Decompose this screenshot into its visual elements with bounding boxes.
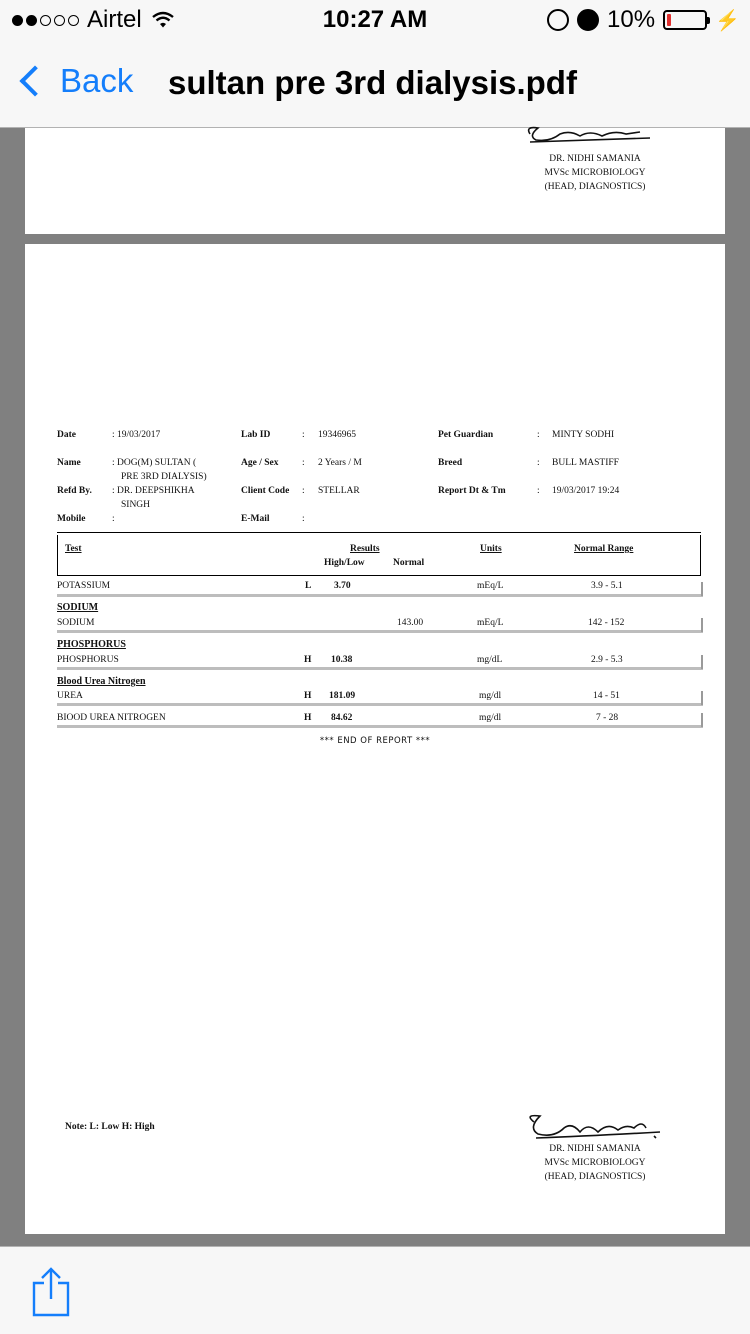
row-test: PHOSPHORUS	[57, 655, 119, 665]
row-normal: 143.00	[397, 618, 424, 628]
client-label: Client Code	[241, 486, 290, 496]
guardian-colon: :	[537, 430, 540, 440]
row-result: 84.62	[331, 713, 353, 723]
row-range: 3.9 - 5.1	[591, 581, 623, 591]
header-results: Results	[350, 544, 380, 554]
battery-percent: 10%	[607, 6, 656, 33]
row-divider	[57, 703, 703, 706]
row-units: mEq/L	[477, 618, 504, 628]
orientation-lock-icon	[547, 9, 569, 31]
email-label: E-Mail	[241, 514, 270, 524]
signature-image	[510, 1112, 680, 1142]
row-units: mEq/L	[477, 581, 504, 591]
row-units: mg/dL	[477, 655, 503, 665]
labid-value: 19346965	[318, 430, 356, 440]
row-result: 3.70	[334, 581, 351, 591]
agesex-colon: :	[302, 458, 305, 468]
refd-value-line1: : DR. DEEPSHIKHA	[112, 486, 195, 496]
section-blood-urea-nitrogen: Blood Urea Nitrogen	[57, 676, 146, 687]
header-normal-range: Normal Range	[574, 544, 634, 554]
row-test: BIOOD UREA NITROGEN	[57, 713, 166, 723]
table-top-rule	[57, 532, 701, 533]
guardian-label: Pet Guardian	[438, 430, 494, 440]
row-divider	[57, 630, 703, 633]
row-divider	[57, 667, 703, 670]
row-flag: H	[304, 713, 312, 723]
doctor-role: (HEAD, DIAGNOSTICS)	[544, 182, 646, 192]
row-flag: L	[305, 581, 312, 591]
row-range: 142 - 152	[588, 618, 625, 628]
client-colon: :	[302, 486, 305, 496]
mobile-colon: :	[112, 514, 115, 524]
section-phosphorus: PHOSPHORUS	[57, 639, 126, 650]
breed-colon: :	[537, 458, 540, 468]
alarm-icon	[577, 9, 599, 31]
row-flag: H	[304, 691, 312, 701]
chevron-left-icon	[19, 65, 50, 96]
row-units: mg/dl	[479, 691, 502, 701]
header-units: Units	[480, 544, 502, 554]
signature-block	[510, 1112, 680, 1184]
navigation-bar	[0, 40, 750, 128]
reportdt-value: 19/03/2017 19:24	[552, 486, 620, 496]
doctor-qualification: MVSc MICROBIOLOGY	[544, 1158, 646, 1168]
status-time: 10:27 AM	[322, 6, 428, 33]
share-icon[interactable]	[30, 1267, 72, 1317]
breed-label: Breed	[438, 458, 463, 468]
refd-label: Refd By.	[57, 486, 92, 496]
header-test: Test	[65, 544, 82, 554]
reportdt-colon: :	[537, 486, 540, 496]
row-divider	[57, 594, 703, 597]
reportdt-label: Report Dt & Tm	[438, 486, 506, 496]
labid-label: Lab ID	[241, 430, 271, 440]
row-range: 7 - 28	[596, 713, 619, 723]
pdf-page-previous[interactable]	[25, 128, 725, 234]
guardian-value: MINTY SODHI	[552, 430, 615, 440]
labid-colon: :	[302, 430, 305, 440]
row-test: SODIUM	[57, 618, 95, 628]
mobile-label: Mobile	[57, 514, 86, 524]
doctor-qualification: MVSc MICROBIOLOGY	[544, 168, 646, 178]
doctor-name: DR. NIDHI SAMANIA	[549, 1144, 641, 1154]
client-value: STELLAR	[318, 486, 360, 496]
date-value: : 19/03/2017	[112, 430, 161, 440]
row-divider	[57, 725, 703, 728]
signature-block	[510, 122, 680, 194]
document-title: sultan pre 3rd dialysis.pdf	[168, 64, 577, 101]
row-flag: H	[304, 655, 312, 665]
end-of-report: *** END OF REPORT ***	[319, 736, 431, 746]
bottom-toolbar	[0, 1246, 750, 1334]
legend-note: Note: L: Low H: High	[65, 1122, 155, 1132]
section-sodium: SODIUM	[57, 602, 99, 613]
refd-value-line2: SINGH	[121, 500, 151, 510]
row-result: 10.38	[331, 655, 353, 665]
doctor-role: (HEAD, DIAGNOSTICS)	[544, 1172, 646, 1182]
name-label: Name	[57, 458, 81, 468]
battery-icon	[663, 10, 707, 30]
table-header-box	[57, 535, 701, 576]
status-bar	[0, 0, 750, 40]
signature-image	[510, 122, 680, 152]
row-test: POTASSIUM	[57, 581, 111, 591]
date-label: Date	[57, 430, 76, 440]
back-button[interactable]	[16, 62, 133, 100]
status-right	[547, 6, 740, 34]
pdf-page-report[interactable]	[25, 244, 725, 1234]
header-normal: Normal	[393, 558, 425, 568]
breed-value: BULL MASTIFF	[552, 458, 619, 468]
row-test: UREA	[57, 691, 83, 701]
row-range: 14 - 51	[593, 691, 620, 701]
row-units: mg/dl	[479, 713, 502, 723]
back-label: Back	[60, 62, 134, 99]
agesex-value: 2 Years / M	[318, 458, 362, 468]
agesex-label: Age / Sex	[241, 458, 279, 468]
email-colon: :	[302, 514, 305, 524]
charging-bolt-icon: ⚡	[715, 9, 740, 32]
row-result: 181.09	[329, 691, 356, 701]
carrier-name: Airtel	[87, 6, 142, 33]
name-value-line2: PRE 3RD DIALYSIS)	[121, 472, 207, 482]
header-highlow: High/Low	[324, 558, 365, 568]
doctor-name: DR. NIDHI SAMANIA	[549, 154, 641, 164]
name-value-line1: : DOG(M) SULTAN (	[112, 458, 197, 468]
row-range: 2.9 - 5.3	[591, 655, 623, 665]
